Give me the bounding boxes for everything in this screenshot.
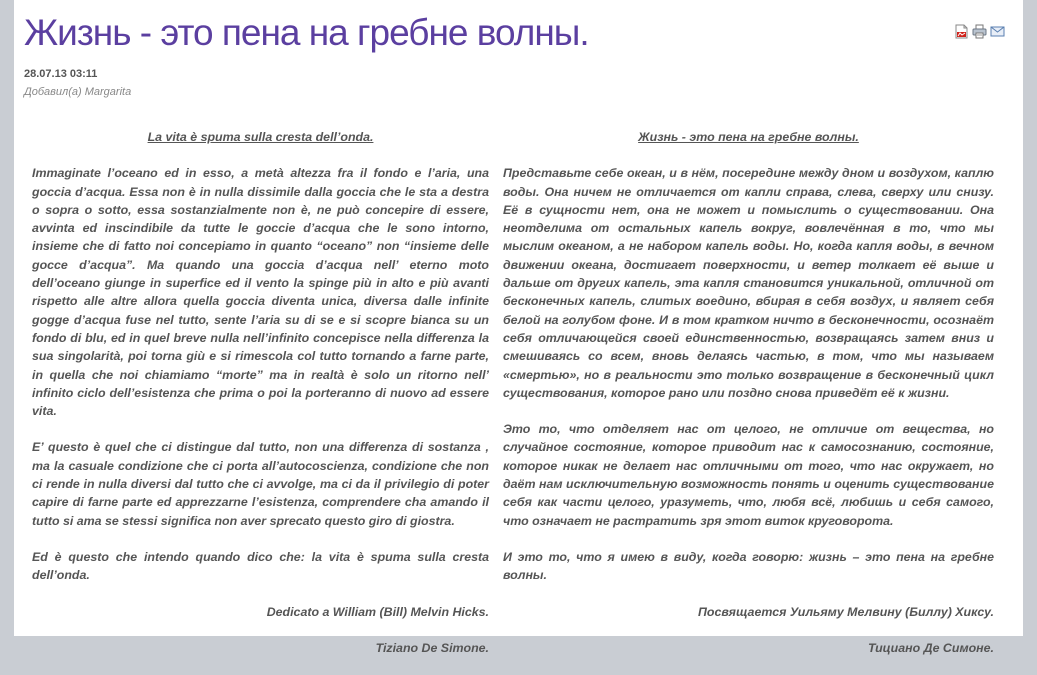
italian-paragraph-2: E’ questo è quel che ci distingue dal tutto, non una differenza di sostanza , ma la casuale condizione che ci porta all’autocoscienza, condizione che non ci rende in nulla diversi dal tutto che ci avvolge, ma ci da il privilegio di poter capire di farne parte ed apprezzarne l’esistenza, comprendere cha amando il tutto si ama se stessi significa non aver sprecato questo giro di giostra. — [32, 440, 489, 528]
article-toolbar — [954, 24, 1005, 39]
italian-paragraph-3: Ed è questo che intendo quando dico che: la vita è spuma sulla cresta dell’onda. — [32, 549, 489, 583]
russian-signature: Тициано Де Симоне. — [868, 640, 994, 655]
italian-dedication: Dedicato a William (Bill) Melvin Hicks. — [266, 604, 489, 619]
email-icon[interactable] — [990, 24, 1005, 39]
italian-heading: La vita è spuma sulla cresta dell’onda. — [147, 130, 374, 144]
print-icon[interactable] — [972, 24, 987, 39]
article-title: Жизнь - это пена на гребне волны. — [24, 12, 589, 53]
italian-signature: Tiziano De Simone. — [375, 640, 489, 655]
publish-date: 28.07.13 03:11 — [24, 68, 98, 80]
article-page — [14, 0, 1023, 655]
russian-heading: Жизнь - это пена на гребне волны. — [638, 130, 859, 144]
russian-column — [503, 128, 994, 675]
russian-paragraph-1: Представьте себе океан, и в нём, посередине между дном и воздухом, каплю воды. Она ничем не отличается от капли справа, слева, сверху или снизу. Её в сущности нет, она не может и помыслить о существовании. Она неотделима от остальных капель вокруг, вовлечённая в то, что мы мыслим океаном, а не набором капель воды. Но, когда капля воды, в вечном движении океана, достигает поверхности, и ветер толкает её выше и дальше от других капель, эта капля становится уникальной, отличной от бесконечных капель, слитых воедино, вбирая в себя воздух, и являет себя белой на голубом фоне. И в том кратком ничто в бесконечности, осознаёт себя отличающейся своей единственностью, возвращаясь затем вниз и смешиваясь со всем, вновь делаясь частью, в том, что мы называем «смертью», но в реальности это только возвращение в бесконечный цикл существования, которое рано или поздно снова приведёт её к жизни. — [503, 166, 994, 400]
russian-paragraph-3: И это то, что я имею в виду, когда говорю: жизнь – это пена на гребне волны. — [503, 549, 994, 583]
russian-paragraph-2: Это то, что отделяет нас от целого, не отличие от вещества, но случайное состояние, которое приводит нас к самосознанию, состояние, которое никак не делает нас отличными от того, что нас окружает, но даёт нам исключительную возможность понять и оценить существование себя как части целого, уразуметь, что, любя всё, любишь и себя самого, что означает не растратить зря этот виток круговорота. — [503, 422, 994, 528]
italian-paragraph-1: Immaginate l’oceano ed in esso, a metà altezza fra il fondo e l’aria, una goccia d’acqua. Essa non è in nulla dissimile dalla goccia che le sta a destra o sopra o sotto, essa sostanzialmente non è, ne può concepire di essere, avvinta ed inscindibile da tutte le goccie d’acqua che le sono intorno, insieme che di fatto noi concepiamo in quanto “oceano” non “insieme delle gocce d’acqua”. Ma quando una goccia d’acqua nell’ eterno moto dell’oceano giunge in superfice ed il vento la spinge più in alto e più avanti rispetto alle altre allora quella goccia diventa unica, diversa dalle infinite gogge d’acqua fuse nel tutto, sente l’aria su di se e si scopre bianca su un fondo di blu, ed in quel breve nulla nell’infinito concepisce nella differenza la sua singolarità, poi torna giù e si rimescola col tutto tornando a farne parte, in quella che noi chiamiamo “morte” ma in realtà è solo un ritorno nell’ infinito ciclo dell’esistenza che prima o poi la porteranno di nuovo ad essere vita. — [32, 166, 489, 419]
italian-column — [32, 128, 489, 675]
pdf-icon[interactable] — [954, 24, 969, 39]
russian-dedication: Посвящается Уильяму Мелвину (Биллу) Хиксу. — [697, 604, 994, 619]
author-line: Добавил(а) Margarita — [24, 86, 132, 98]
